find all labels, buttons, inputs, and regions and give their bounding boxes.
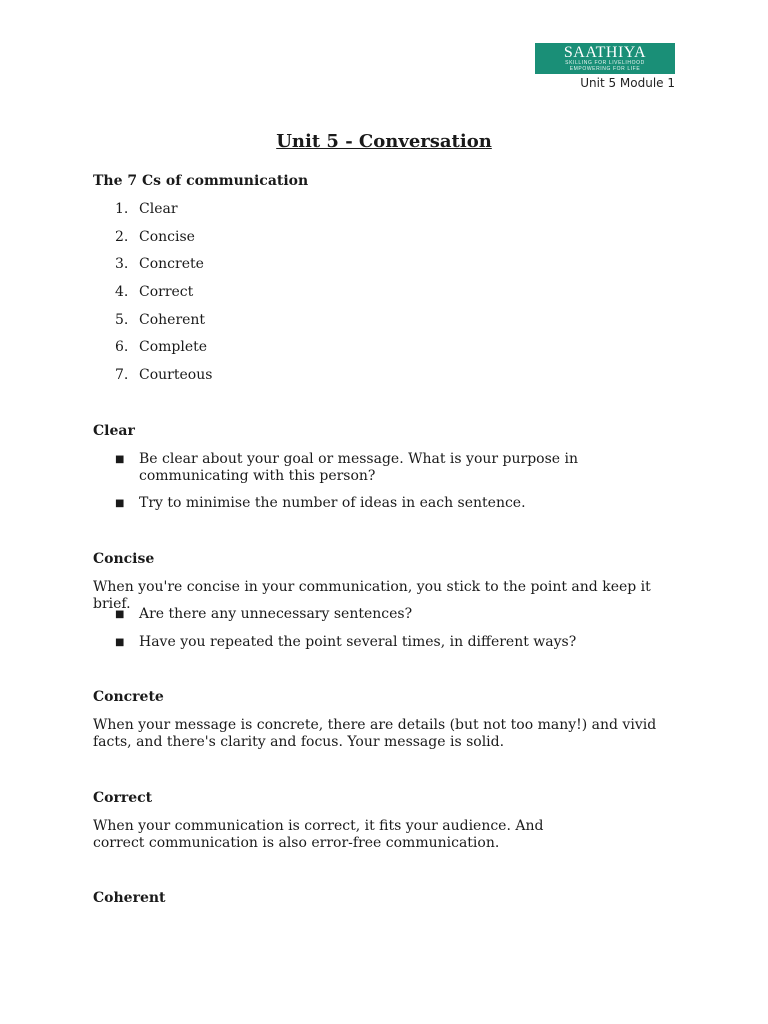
list-number: 1. — [115, 201, 129, 217]
list-number: 4. — [115, 284, 129, 300]
logo-tagline-1: SKILLING FOR LIVELIHOOD — [565, 60, 645, 66]
bullet-text: Are there any unnecessary sentences? — [139, 606, 413, 622]
bullet-text: Be clear about your goal or message. What is your purpose in communicating with this person? — [139, 451, 579, 484]
list-item-text: Correct — [139, 284, 194, 300]
unit-module-reference: Unit 5 Module 1 — [580, 76, 675, 90]
page-title: Unit 5 - Conversation — [276, 131, 492, 152]
bullet-text: Try to minimise the number of ideas in each sentence. — [139, 495, 526, 511]
logo-tagline-2: EMPOWERING FOR LIFE — [569, 65, 641, 72]
bullet-marker: ■ — [115, 637, 125, 648]
list-item-text: Courteous — [139, 367, 213, 383]
list-item-text: Clear — [139, 201, 178, 217]
list-number: 5. — [115, 312, 129, 328]
clear-heading: Clear — [93, 423, 135, 439]
list-item-text: Concrete — [139, 256, 204, 272]
coherent-heading: Coherent — [93, 890, 166, 906]
bullet-marker: ■ — [115, 454, 125, 465]
concrete-paragraph: When your message is concrete, there are details (but not too many!) and vivid facts, and there's clarity and focus. Your message is solid. — [93, 717, 657, 750]
bullet-marker: ■ — [115, 609, 125, 620]
correct-heading: Correct — [93, 790, 153, 806]
logo-name: SAATHIYA — [563, 44, 647, 61]
concise-heading: Concise — [93, 551, 155, 567]
list-number: 3. — [115, 256, 129, 272]
list-number: 7. — [115, 367, 129, 383]
bullet-text: Have you repeated the point several times, in different ways? — [139, 634, 577, 650]
concrete-heading: Concrete — [93, 689, 164, 705]
list-number: 2. — [115, 229, 129, 245]
correct-paragraph: When your communication is correct, it fits your audience. And correct communication is also error-free communication. — [93, 818, 544, 851]
seven-cs-heading: The 7 Cs of communication — [93, 173, 309, 189]
saathiya-logo — [535, 43, 675, 74]
list-item-text: Coherent — [139, 312, 206, 328]
list-item-text: Concise — [139, 229, 195, 245]
list-number: 6. — [115, 339, 129, 355]
list-item-text: Complete — [139, 339, 208, 355]
concise-paragraph: When you're concise in your communication, you stick to the point and keep it brief. — [93, 579, 651, 612]
bullet-marker: ■ — [115, 498, 125, 509]
